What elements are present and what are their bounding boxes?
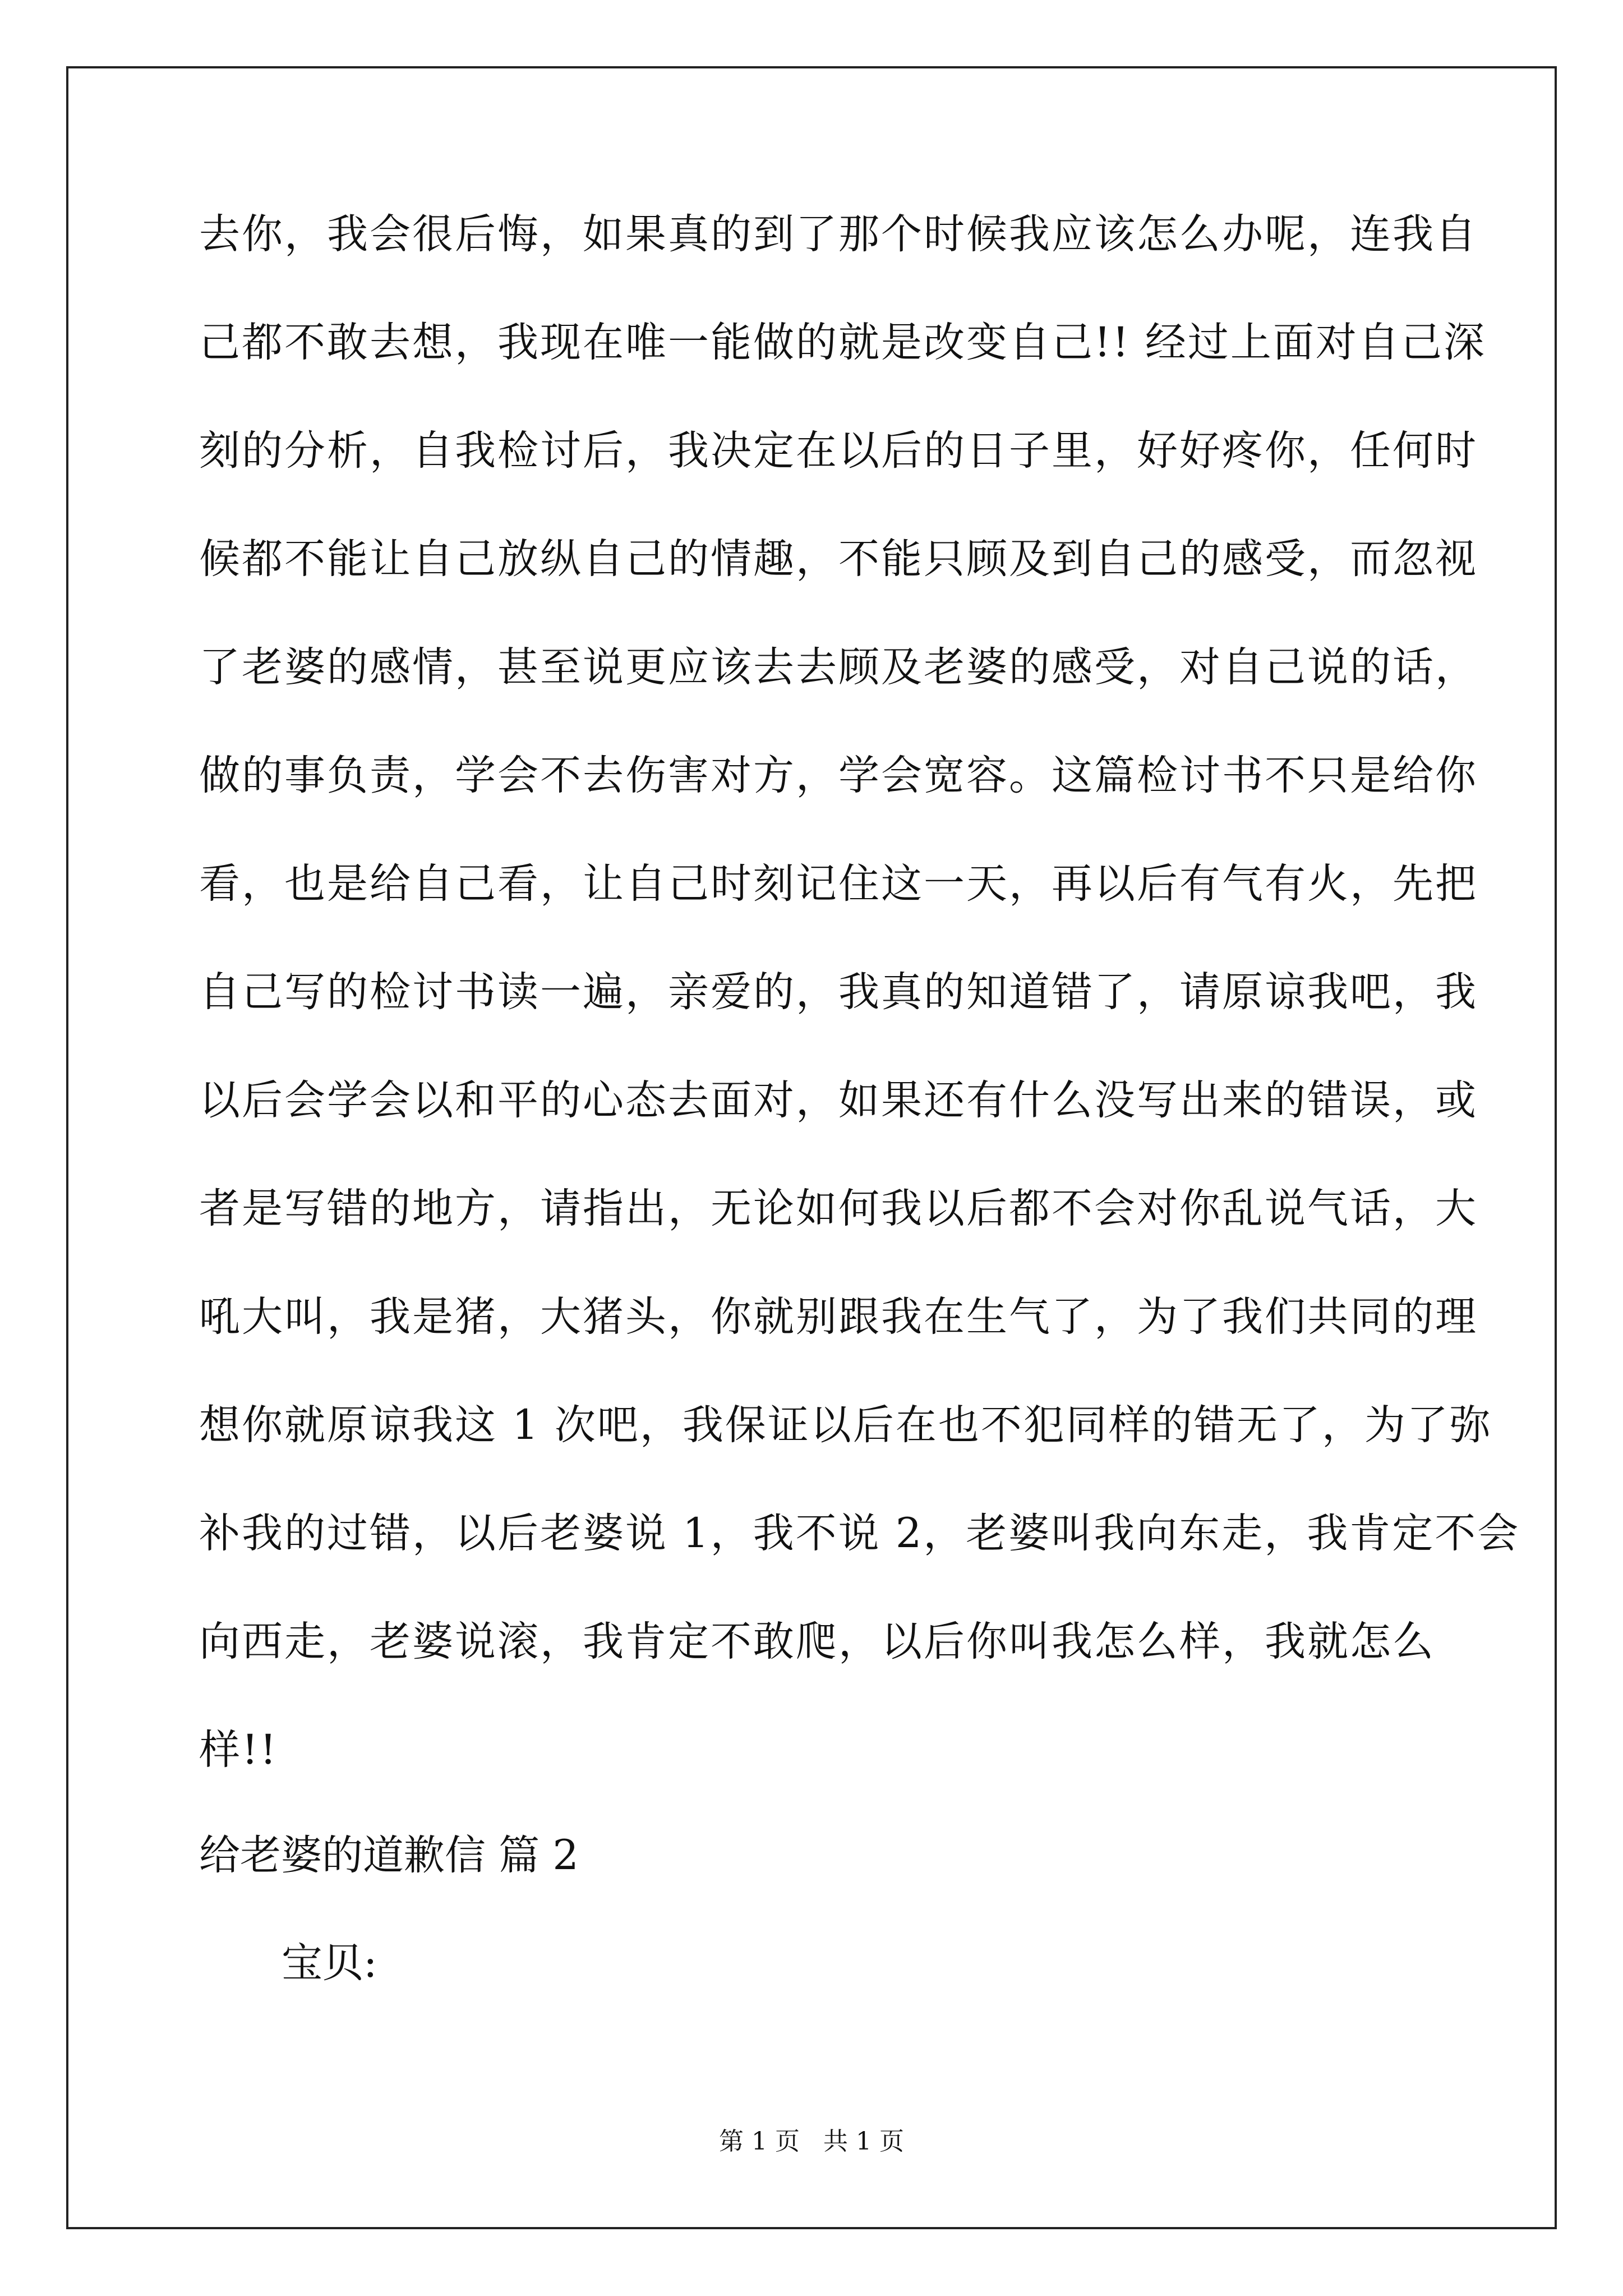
body-line: 补我的过错，以后老婆说 1，我不说 2，老婆叫我向东走，我肯定不会 (199, 1510, 1520, 1557)
body-line: 候都不能让自己放纵自己的情趣，不能只顾及到自己的感受，而忽视 (199, 535, 1478, 583)
body-line: 吼大叫，我是猪，大猪头，你就别跟我在生气了，为了我们共同的理 (199, 1293, 1478, 1341)
body-line: 做的事负责，学会不去伤害对方，学会宽容。这篇检讨书不只是给你 (199, 752, 1478, 799)
body-line: 以后会学会以和平的心态去面对，如果还有什么没写出来的错误，或 (199, 1076, 1478, 1124)
body-line: 了老婆的感情，甚至说更应该去去顾及老婆的感受，对自己说的话， (199, 643, 1478, 691)
body-line: 刻的分析，自我检讨后，我决定在以后的日子里，好好疼你，任何时 (199, 427, 1478, 475)
page-footer: 第 1 页 共 1 页 (719, 2127, 904, 2156)
body-line: 去你，我会很后悔，如果真的到了那个时候我应该怎么办呢，连我自 (199, 210, 1478, 258)
letter-body (199, 210, 1520, 1836)
body-line: 己都不敢去想，我现在唯一能做的就是改变自己!! 经过上面对自己深 (199, 319, 1486, 366)
body-line: 者是写错的地方，请指出，无论如何我以后都不会对你乱说气话，大 (199, 1185, 1478, 1232)
body-line: 向西走，老婆说滚，我肯定不敢爬，以后你叫我怎么样，我就怎么 (199, 1618, 1435, 1665)
body-line: 样!! (199, 1726, 278, 1774)
body-line: 想你就原谅我这 1 次吧，我保证以后在也不犯同样的错无了，为了弥 (199, 1401, 1492, 1449)
body-line: 自己写的检讨书读一遍，亲爱的，我真的知道错了，请原谅我吧，我 (199, 968, 1478, 1016)
letter-greeting: 宝贝: (282, 1939, 377, 1987)
body-line: 看，也是给自己看，让自己时刻记住这一天，再以后有气有火，先把 (199, 860, 1478, 908)
section-title: 给老婆的道歉信 篇 2 (199, 1832, 579, 1879)
